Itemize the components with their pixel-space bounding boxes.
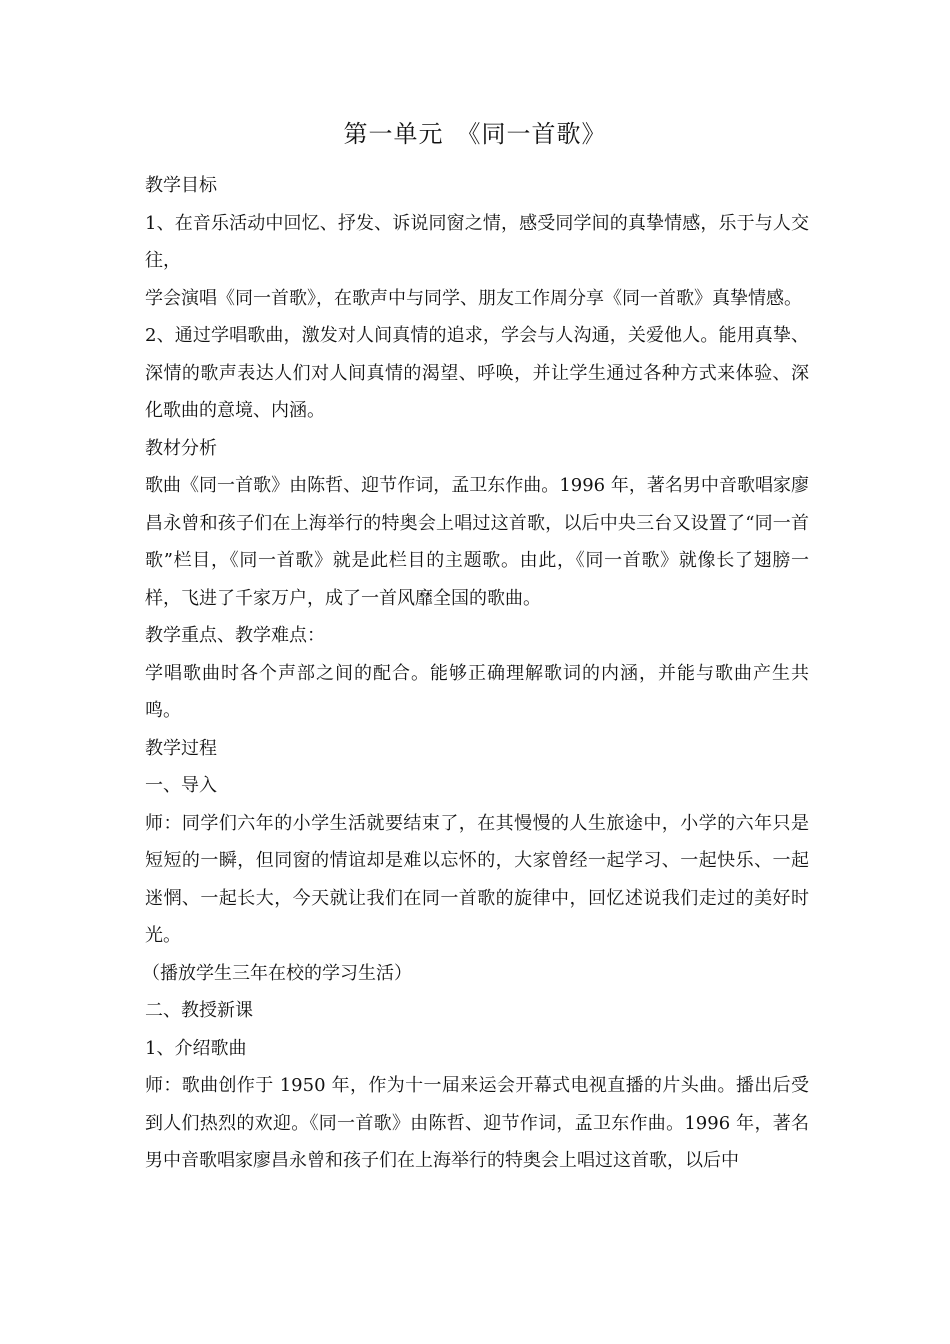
paragraph-intro: 师：同学们六年的小学生活就要结束了，在其慢慢的人生旅途中，小学的六年只是短短的一瞬，但同窗的情谊却是难以忘怀的，大家曾经一起学习、一起快乐、一起迷惘、一起长大，今天就让我们在同一首歌的旋律中，回忆述说我们走过的美好时光。 <box>145 812 809 946</box>
paragraph-objective-2: 2、通过学唱歌曲，激发对人间真情的追求，学会与人沟通，关爱他人。能用真挚、深情的歌声表达人们对人间真情的渴望、呼唤，并让学生通过各种方式来体验、深化歌曲的意境、内涵。 <box>145 325 809 421</box>
section-heading-process: 教学过程 <box>145 737 217 759</box>
paragraph-key-points: 学唱歌曲时各个声部之间的配合。能够正确理解歌词的内涵，并能与歌曲产生共鸣。 <box>145 662 809 721</box>
section-heading-song-intro: 1、介绍歌曲 <box>145 1037 247 1059</box>
section-heading-objectives: 教学目标 <box>145 175 217 196</box>
paragraph-objective-1-cont: 学会演唱《同一首歌》，在歌声中与同学、朋友工作周分享《同一首歌》真挚情感。 <box>145 287 802 309</box>
section-heading-analysis: 教材分析 <box>145 437 217 459</box>
paragraph-note: （播放学生三年在校的学习生活） <box>142 962 412 984</box>
paragraph-analysis: 歌曲《同一首歌》由陈哲、迎节作词，孟卫东作曲。1996 年，著名男中音歌唱家廖昌永曾和孩子们在上海举行的特奥会上唱过这首歌，以后中央三台又设置了“同一首歌”栏目，《同一首歌》就是此栏目的主题歌。由此，《同一首歌》就像长了翅膀一样，飞进了千家万户，成了一首风靡全国的歌曲。 <box>145 475 809 609</box>
section-heading-key-points: 教学重点、教学难点： <box>145 625 325 646</box>
section-heading-new-lesson: 二、教授新课 <box>145 1000 253 1021</box>
paragraph-objective-1: 1、在音乐活动中回忆、抒发、诉说同窗之情，感受同学间的真挚情感，乐于与人交往， <box>145 212 809 271</box>
paragraph-song-intro: 师：歌曲创作于 1950 年，作为十一届来运会开幕式电视直播的片头曲。播出后受到人们热烈的欢迎。《同一首歌》由陈哲、迎节作词，孟卫东作曲。1996 年，著名男中音歌唱家廖昌永曾和孩子们在上海举行的特奥会上唱过这首歌，以后中 <box>145 1075 809 1171</box>
page-title: 第一单元 《同一首歌》 <box>343 120 607 148</box>
section-heading-intro: 一、导入 <box>145 775 217 796</box>
document-body <box>142 167 809 1180</box>
